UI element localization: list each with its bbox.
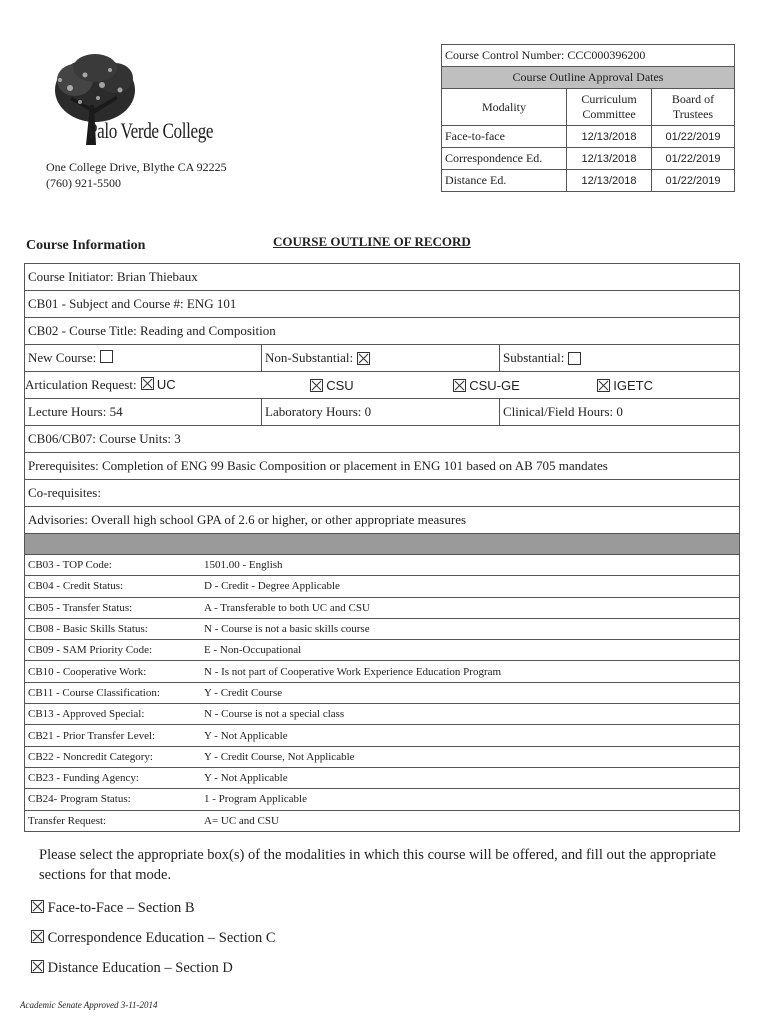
code-row — [25, 576, 739, 597]
course-title: CB02 - Course Title: Reading and Composition — [28, 323, 276, 338]
curriculum-date: 12/13/2018 — [567, 126, 652, 148]
code-key: CB03 - TOP Code: — [28, 559, 112, 572]
code-key: CB05 - Transfer Status: — [25, 597, 201, 618]
code-value: 1 - Program Applicable — [201, 789, 739, 810]
code-key: CB23 - Funding Agency: — [25, 767, 201, 788]
board-date: 01/22/2019 — [652, 126, 735, 148]
code-row — [25, 704, 739, 725]
code-key: CB10 - Cooperative Work: — [25, 661, 201, 682]
code-key: CB09 - SAM Priority Code: — [25, 640, 201, 661]
code-value: Y - Not Applicable — [201, 767, 739, 788]
code-key: Transfer Request: — [25, 810, 201, 831]
code-row — [25, 725, 739, 746]
substantial-checkbox[interactable] — [568, 352, 581, 365]
code-key: CB21 - Prior Transfer Level: — [25, 725, 201, 746]
code-value: 1501.00 - English — [204, 559, 283, 572]
code-value: E - Non-Occupational — [201, 640, 739, 661]
code-value: Y - Credit Course — [201, 682, 739, 703]
approval-row — [442, 148, 735, 170]
advisories: Advisories: Overall high school GPA of 2.6 or higher, or other appropriate measures — [28, 512, 467, 527]
code-row — [25, 640, 739, 661]
csu-ge-label: CSU-GE — [469, 377, 520, 393]
code-key: CB04 - Credit Status: — [25, 576, 201, 597]
code-key: CB22 - Noncredit Category: — [25, 746, 201, 767]
modality-option[interactable] — [31, 930, 276, 947]
corequisites: Co-requisites: — [28, 485, 101, 500]
gray-divider — [25, 534, 739, 555]
code-row — [25, 555, 739, 576]
code-row — [25, 661, 739, 682]
code-row — [25, 597, 739, 618]
code-row — [25, 810, 739, 831]
approval-row — [442, 170, 735, 192]
modality-cell: Face-to-face — [442, 126, 567, 148]
modality-cell: Distance Ed. — [442, 170, 567, 192]
course-initiator: Course Initiator: Brian Thiebaux — [28, 269, 198, 284]
code-key: CB11 - Course Classification: — [25, 682, 201, 703]
code-value: D - Credit - Degree Applicable — [201, 576, 739, 597]
prerequisites: Prerequisites: Completion of ENG 99 Basic Composition or placement in ENG 101 based on AB 705 mandates — [28, 458, 608, 473]
code-value: Y - Credit Course, Not Applicable — [201, 746, 739, 767]
igetc-checkbox[interactable] — [597, 379, 610, 392]
modality-option[interactable] — [31, 900, 195, 917]
modality-option[interactable] — [31, 960, 233, 977]
section-title: Course Information — [26, 238, 146, 253]
new-course-checkbox[interactable] — [100, 350, 113, 363]
code-value: A - Transferable to both UC and CSU — [201, 597, 739, 618]
uc-label: UC — [156, 377, 176, 392]
new-course-label: New Course: — [28, 350, 97, 365]
code-row — [25, 618, 739, 639]
cb-codes-table — [25, 555, 739, 831]
uc-checkbox[interactable] — [141, 377, 154, 390]
clinical-hours: Clinical/Field Hours: 0 — [499, 399, 623, 425]
modality-cell: Correspondence Ed. — [442, 148, 567, 170]
course-units: CB06/CB07: Course Units: 3 — [28, 431, 181, 446]
code-row — [25, 682, 739, 703]
curriculum-date: 12/13/2018 — [567, 170, 652, 192]
col-modality: Modality — [442, 89, 567, 126]
college-name-logo: Palo Verde College — [88, 118, 214, 143]
subject-course: CB01 - Subject and Course #: ENG 101 — [28, 296, 237, 311]
college-phone: (760) 921-5500 — [46, 176, 121, 190]
course-control-number: Course Control Number: CCC000396200 — [442, 45, 735, 67]
code-value: N - Course is not a special class — [201, 704, 739, 725]
code-key: CB24- Program Status: — [25, 789, 201, 810]
board-date: 01/22/2019 — [652, 170, 735, 192]
course-control-table — [441, 44, 735, 192]
document-title: COURSE OUTLINE OF RECORD — [273, 234, 471, 249]
board-date: 01/22/2019 — [652, 148, 735, 170]
code-row — [25, 746, 739, 767]
csu-checkbox[interactable] — [310, 379, 323, 392]
approval-row — [442, 126, 735, 148]
laboratory-hours: Laboratory Hours: 0 — [261, 399, 371, 425]
modality-label: Distance Education – Section D — [47, 960, 233, 976]
col-board: Board of Trustees — [652, 89, 735, 126]
col-curriculum: Curriculum Committee — [567, 89, 652, 126]
approval-dates-header: Course Outline Approval Dates — [442, 67, 735, 89]
distance-checkbox[interactable] — [31, 960, 44, 973]
course-info-box — [24, 263, 740, 832]
code-key: CB13 - Approved Special: — [25, 704, 201, 725]
curriculum-date: 12/13/2018 — [567, 148, 652, 170]
non-substantial-checkbox[interactable] — [357, 352, 370, 365]
footer-note: Academic Senate Approved 3-11-2014 — [20, 1000, 158, 1010]
modality-instructions: Please select the appropriate box(s) of the modalities in which this course will be offered, and fill out the appropriate sections for that mode. — [39, 847, 716, 883]
correspondence-checkbox[interactable] — [31, 930, 44, 943]
csu-ge-checkbox[interactable] — [453, 379, 466, 392]
lecture-hours: Lecture Hours: 54 — [28, 404, 123, 419]
modality-label: Face-to-Face – Section B — [47, 900, 195, 916]
substantial-label: Substantial: — [503, 350, 565, 365]
code-value: N - Is not part of Cooperative Work Experience Education Program — [201, 661, 739, 682]
code-value: A= UC and CSU — [201, 810, 739, 831]
modality-label: Correspondence Education – Section C — [47, 930, 276, 946]
code-key: CB08 - Basic Skills Status: — [25, 618, 201, 639]
articulation-label: Articulation Request: — [25, 377, 137, 392]
csu-label: CSU — [326, 377, 354, 393]
code-value: N - Course is not a basic skills course — [201, 618, 739, 639]
code-row — [25, 767, 739, 788]
code-value: Y - Not Applicable — [201, 725, 739, 746]
igetc-label: IGETC — [613, 377, 653, 393]
college-address: One College Drive, Blythe CA 92225 — [46, 160, 227, 174]
code-row — [25, 789, 739, 810]
non-substantial-label: Non-Substantial: — [265, 350, 354, 365]
face-to-face-checkbox[interactable] — [31, 900, 44, 913]
